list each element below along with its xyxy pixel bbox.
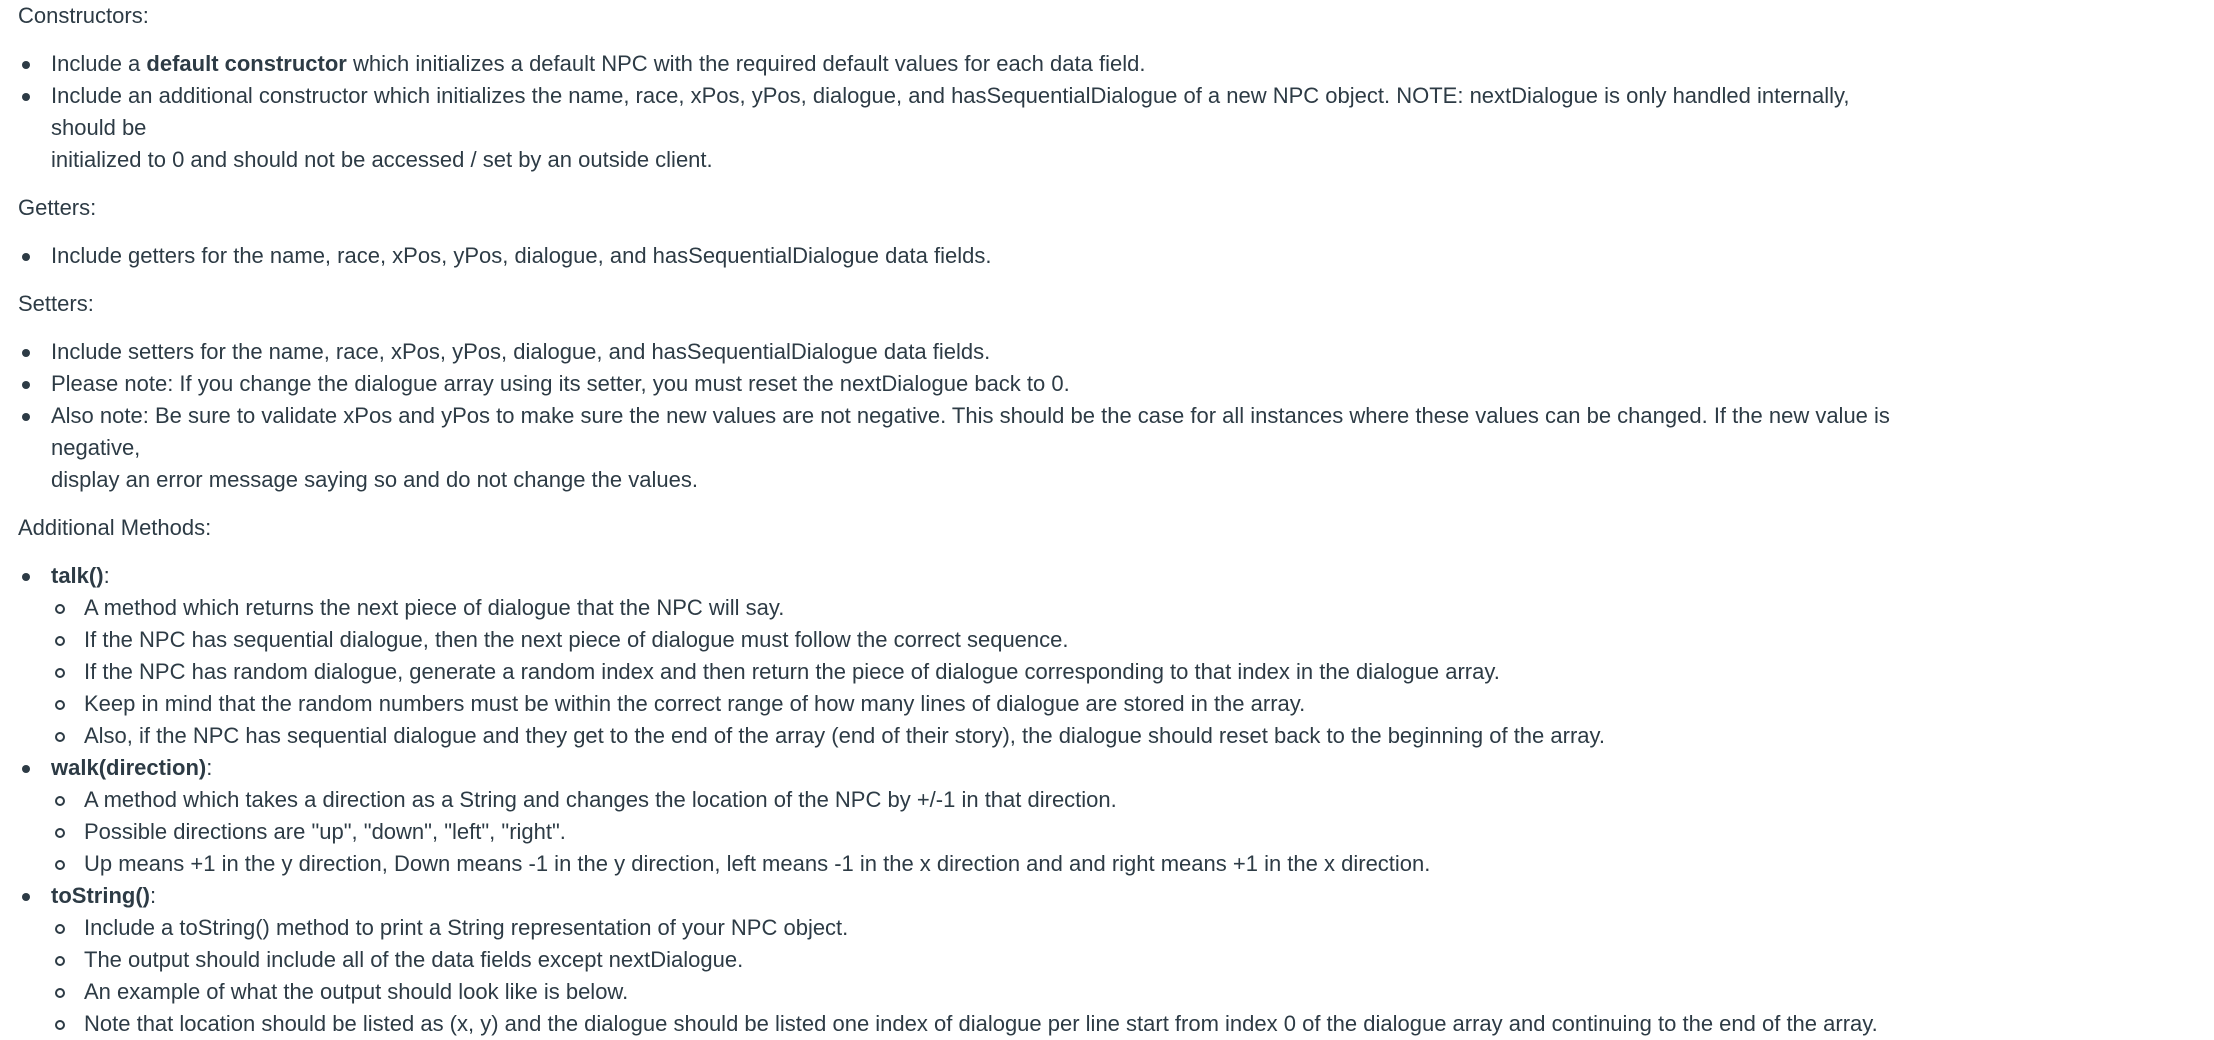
sub-list-item — [51, 720, 1918, 752]
circle-bullet-icon — [55, 988, 65, 998]
getters-heading-text: Getters — [18, 195, 91, 220]
method-item-walk: walk(direction): A method which takes a direction as a String and changes the location of the NPC by +/-1 in that direction. Possible directions are "up", "down", "left", "right". Up means +1 in the y direction, Down means -1 in the y direction, left means -1 in the x direction and and right means +1 in the x direction. — [18, 752, 1918, 880]
sub-list-item — [51, 944, 1918, 976]
bold-text: default constructor — [146, 51, 347, 76]
method-name: toString() — [51, 883, 150, 908]
setters-list — [18, 336, 1918, 496]
text-segment: If the NPC has sequential dialogue, then the next piece of dialogue must follow the correct sequence. — [84, 627, 1069, 652]
text-segment: Keep in mind that the random numbers must be within the correct range of how many lines of dialogue are stored in the array. — [84, 691, 1306, 716]
sub-list-item — [51, 624, 1918, 656]
list-item — [18, 48, 1918, 80]
assignment-content — [18, 0, 1918, 1040]
additional-methods-heading-text: Additional Methods — [18, 515, 206, 540]
bullet-icon — [22, 61, 30, 69]
setters-heading-text: Setters — [18, 291, 88, 316]
circle-bullet-icon — [55, 700, 65, 710]
circle-bullet-icon — [55, 924, 65, 934]
bullet-icon — [22, 893, 30, 901]
constructors-list — [18, 48, 1918, 176]
method-name: talk() — [51, 563, 104, 588]
text-segment: A method which takes a direction as a String and changes the location of the NPC by +/-1 in that direction. — [84, 787, 1117, 812]
text-line: Include an additional constructor which initializes the name, race, xPos, yPos, dialogue, and hasSequentialDialogue of a new NPC object. NOTE: nextDialogue is only handled internally, should be — [51, 83, 1850, 140]
getters-list — [18, 240, 1918, 272]
text-segment: Up means +1 in the y direction, Down means -1 in the y direction, left means -1 in the x direction and and right means +1 in the x direction. — [84, 851, 1431, 876]
method-name: walk(direction) — [51, 755, 207, 780]
list-item — [18, 368, 1918, 400]
additional-methods-heading: Additional Methods: — [18, 515, 212, 540]
text-segment: The output should include all of the data fields except nextDialogue. — [84, 947, 744, 972]
text-segment: Include a — [51, 51, 147, 76]
text-segment: Also, if the NPC has sequential dialogue and they get to the end of the array (end of their story), the dialogue should reset back to the beginning of the array. — [84, 723, 1605, 748]
circle-bullet-icon — [55, 860, 65, 870]
text-segment: which initializes a default NPC with the required default values for each data field. — [346, 51, 1146, 76]
text-line: display an error message saying so and do not change the values. — [51, 467, 698, 492]
sub-list-item — [51, 688, 1918, 720]
circle-bullet-icon — [55, 828, 65, 838]
method-item-talk: talk(): A method which returns the next piece of dialogue that the NPC will say. If the NPC has sequential dialogue, then the next piece of dialogue must follow the correct sequence. If the NPC has random dialogue, generate a random index and then return the piece of dialogue corresponding to that index in the dialogue array. Keep in mind that the random numbers must be within the correct range of how many lines of dialogue are stored in the array. Also, if the NPC has sequential dialogue and they get to the end of the array (end of their story), the dialogue should reset back to the beginning of the array. — [18, 560, 1918, 752]
sub-list-item — [51, 656, 1918, 688]
circle-bullet-icon — [55, 1020, 65, 1030]
text-line: Also note: Be sure to validate xPos and yPos to make sure the new values are not negative. This should be the case for all instances where these values can be changed. If the new value is negative, — [51, 403, 1890, 460]
text-segment: Include getters for the name, race, xPos, yPos, dialogue, and hasSequentialDialogue data fields. — [51, 243, 992, 268]
bullet-icon — [22, 413, 30, 421]
sub-list-item — [51, 784, 1918, 816]
text-segment: An example of what the output should look like is below. — [84, 979, 629, 1004]
bullet-icon — [22, 93, 30, 101]
bullet-icon — [22, 349, 30, 357]
list-item — [18, 336, 1918, 368]
additional-methods-list — [18, 560, 1918, 1040]
sub-list-item — [51, 912, 1918, 944]
constructors-heading-text: Constructors — [18, 3, 143, 28]
sub-list-item — [51, 816, 1918, 848]
text-segment: Note that location should be listed as (x, y) and the dialogue should be listed one index of dialogue per line start from index 0 of the dialogue array and continuing to the end of the array. — [84, 1011, 1878, 1036]
sub-list-item — [51, 848, 1918, 880]
bullet-icon — [22, 253, 30, 261]
circle-bullet-icon — [55, 668, 65, 678]
circle-bullet-icon — [55, 796, 65, 806]
circle-bullet-icon — [55, 732, 65, 742]
method-item-tostring: toString(): Include a toString() method to print a String representation of your NPC object. The output should include all of the data fields except nextDialogue. An example of what the output should look like is below. Note that location should be listed as (x, y) and the dialogue should be listed one index of dialogue per line start from index 0 of the dialogue array and continuing to the end of the array. — [18, 880, 1918, 1040]
sub-list-item — [51, 976, 1918, 1008]
text-segment: Include setters for the name, race, xPos, yPos, dialogue, and hasSequentialDialogue data fields. — [51, 339, 991, 364]
list-item — [18, 400, 1918, 496]
list-item — [18, 80, 1918, 176]
sub-list-item — [51, 1008, 1918, 1040]
text-segment: Please note: If you change the dialogue array using its setter, you must reset the nextDialogue back to 0. — [51, 371, 1070, 396]
constructors-heading: Constructors: — [18, 3, 149, 28]
list-item — [18, 240, 1918, 272]
bullet-icon — [22, 573, 30, 581]
bullet-icon — [22, 765, 30, 773]
bullet-icon — [22, 381, 30, 389]
text-segment: Include a toString() method to print a String representation of your NPC object. — [84, 915, 849, 940]
text-segment: A method which returns the next piece of dialogue that the NPC will say. — [84, 595, 785, 620]
text-line: initialized to 0 and should not be accessed / set by an outside client. — [51, 147, 713, 172]
text-segment: If the NPC has random dialogue, generate a random index and then return the piece of dialogue corresponding to that index in the dialogue array. — [84, 659, 1500, 684]
tostring-sublist — [51, 912, 1918, 1040]
circle-bullet-icon — [55, 604, 65, 614]
talk-sublist — [51, 592, 1918, 752]
setters-heading: Setters: — [18, 291, 94, 316]
sub-list-item — [51, 592, 1918, 624]
circle-bullet-icon — [55, 956, 65, 966]
getters-heading: Getters: — [18, 195, 97, 220]
walk-sublist — [51, 784, 1918, 880]
circle-bullet-icon — [55, 636, 65, 646]
text-segment: Possible directions are "up", "down", "left", "right". — [84, 819, 566, 844]
